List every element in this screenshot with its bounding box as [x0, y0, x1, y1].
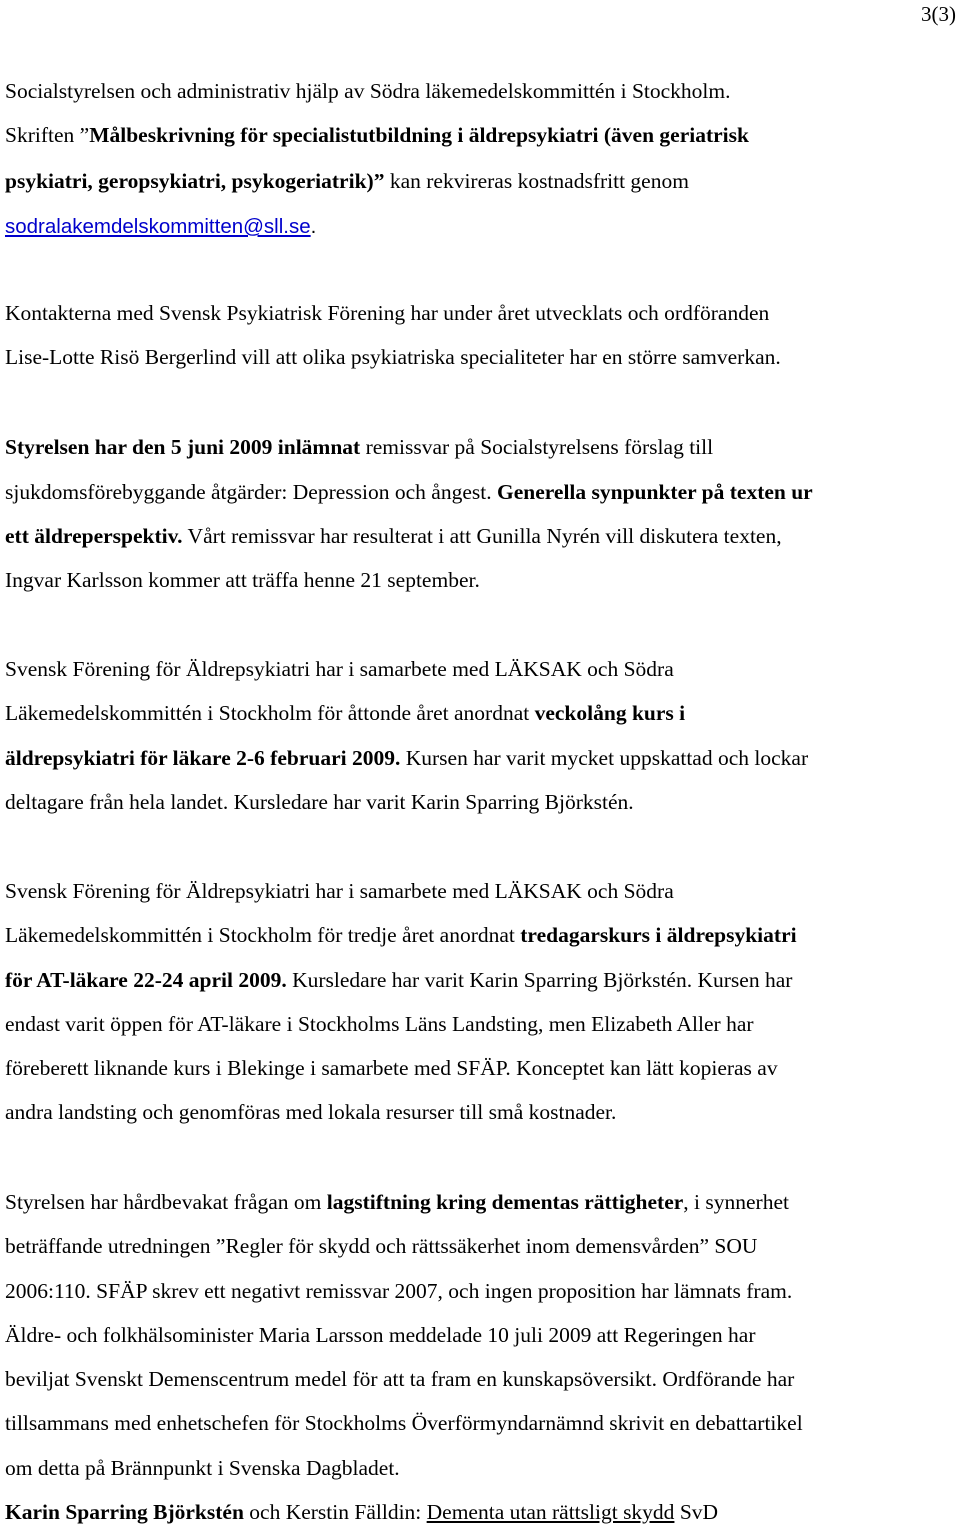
p6-line-7: om detta på Brännpunkt i Svenska Dagbladet.: [5, 1456, 400, 1480]
p5-line-1: Svensk Förening för Äldrepsykiatri har i samarbete med LÄKSAK och Södra: [5, 879, 674, 903]
article-title-link[interactable]: Dementa utan rättsligt skydd: [426, 1500, 675, 1524]
p2-line-1: Kontakterna med Svensk Psykiatrisk Förening har under året utvecklats och ordföranden: [5, 301, 770, 325]
p5-bold: tredagarskurs i äldrepsykiatri: [520, 923, 797, 947]
p6-line-1: [5, 1189, 789, 1215]
p5-line-4: endast varit öppen för AT-läkare i Stockholms Läns Landsting, men Elizabeth Aller har: [5, 1012, 754, 1036]
p1-end: .: [310, 215, 317, 238]
p3-line-2: [5, 479, 813, 505]
p1-line-2: [5, 122, 749, 148]
p4-text: Läkemedelskommittén i Stockholm för åttonde året anordnat: [5, 701, 535, 725]
p2-line-2: Lise-Lotte Risö Bergerlind vill att olika psykiatriska specialiteter har en större samverkan.: [5, 345, 781, 369]
p5-text: Kursledare har varit Karin Sparring Björkstén. Kursen har: [286, 968, 793, 992]
p1-text: Skriften ”: [5, 123, 90, 147]
publication-title: Målbeskrivning för specialistutbildning i äldrepsykiatri (även geriatrisk: [89, 123, 749, 147]
p5-line-2: [5, 922, 797, 948]
publication-title-cont: psykiatri, geropsykiatri, psykogeriatrik)”: [5, 169, 385, 193]
author-name: Karin Sparring Björkstén: [5, 1500, 244, 1524]
p6-bold: lagstiftning kring dementas rättigheter: [326, 1190, 684, 1214]
p3-text: remissvar på Socialstyrelsens förslag till: [360, 435, 714, 459]
p6-line-5: beviljat Svenskt Demenscentrum medel för att ta fram en kunskapsöversikt. Ordförande har: [5, 1367, 795, 1391]
p3-line-3: [5, 523, 782, 549]
p6-text: Styrelsen har hårdbevakat frågan om: [5, 1190, 327, 1214]
p5-bold: för AT-läkare 22-24 april 2009.: [5, 968, 287, 992]
p3-line-1: [5, 434, 713, 460]
p1-line-3: [5, 168, 689, 194]
p6-line-8: [5, 1499, 718, 1525]
email-link[interactable]: sodralakemdelskommitten@sll.se: [5, 215, 311, 238]
p5-text: Läkemedelskommittén i Stockholm för tredje året anordnat: [5, 923, 521, 947]
p1-line-4: [5, 214, 316, 240]
p3-line-4: Ingvar Karlsson kommer att träffa henne 21 september.: [5, 568, 480, 592]
p6-line-3: 2006:110. SFÄP skrev ett negativt remissvar 2007, och ingen proposition har lämnats fram.: [5, 1279, 793, 1303]
p5-line-5: föreberett liknande kurs i Blekinge i samarbete med SFÄP. Konceptet kan lätt kopieras av: [5, 1056, 778, 1080]
p6-text: , i synnerhet: [683, 1190, 789, 1214]
p6-line-4: Äldre- och folkhälsominister Maria Larsson meddelade 10 juli 2009 att Regeringen har: [5, 1323, 756, 1347]
p6-text: och Kerstin Fälldin:: [243, 1500, 427, 1524]
p4-bold: veckolång kurs i: [534, 701, 686, 725]
p5-line-6: andra landsting och genomföras med lokala resurser till små kostnader.: [5, 1100, 617, 1124]
p1-line-1: Socialstyrelsen och administrativ hjälp av Södra läkemedelskommittén i Stockholm.: [5, 79, 731, 103]
p6-line-6: tillsammans med enhetschefen för Stockholms Överförmyndarnämnd skrivit en debattartikel: [5, 1411, 803, 1435]
p4-line-3: [5, 745, 808, 771]
p4-line-1: Svensk Förening för Äldrepsykiatri har i samarbete med LÄKSAK och Södra: [5, 657, 674, 681]
p3-bold: Styrelsen har den 5 juni 2009 inlämnat: [5, 435, 361, 459]
p4-line-4: deltagare från hela landet. Kursledare har varit Karin Sparring Björkstén.: [5, 790, 634, 814]
p4-bold: äldrepsykiatri för läkare 2-6 februari 2009.: [5, 746, 401, 770]
p3-text: Vårt remissvar har resulterat i att Gunilla Nyrén vill diskutera texten,: [182, 524, 782, 548]
p3-bold: ett äldreperspektiv.: [5, 524, 183, 548]
p3-text: sjukdomsförebyggande åtgärder: Depression och ångest.: [5, 480, 497, 504]
p4-line-2: [5, 700, 685, 726]
p6-text: SvD: [674, 1500, 719, 1524]
p1-text: kan rekvireras kostnadsfritt genom: [384, 169, 689, 193]
p3-bold: Generella synpunkter på texten ur: [496, 480, 813, 504]
p6-line-2: beträffande utredningen ”Regler för skydd och rättssäkerhet inom demensvården” SOU: [5, 1234, 758, 1258]
p4-text: Kursen har varit mycket uppskattad och lockar: [400, 746, 809, 770]
p5-line-3: [5, 967, 792, 993]
page-number: 3(3): [921, 2, 956, 26]
